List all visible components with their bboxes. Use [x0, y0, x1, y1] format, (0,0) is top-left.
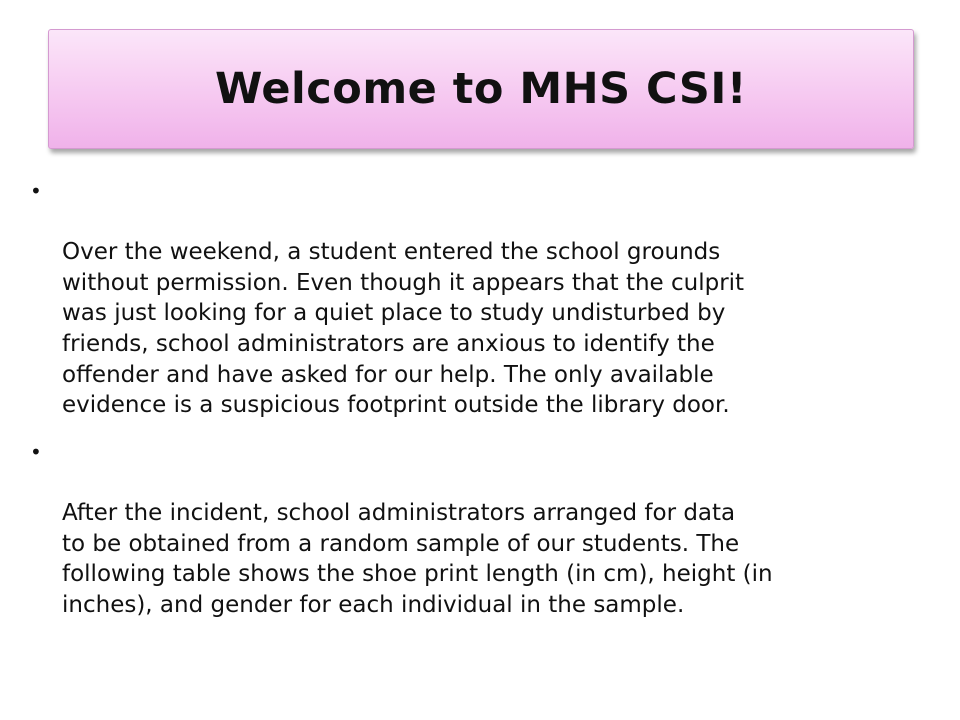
bullet-item [30, 437, 942, 621]
title-box [48, 29, 914, 149]
bullet-icon: • [30, 179, 42, 203]
bullet-text: After the incident, school administrators arranged for data to be obtained from a random sample of our students. The following table shows the shoe print length (in cm), height (in inches), and gender for each individual in the sample. [62, 499, 773, 618]
bullet-item [30, 176, 942, 421]
bullet-icon: • [30, 439, 42, 464]
bullet-text: Over the weekend, a student entered the school grounds without permission. Even though it appears that the culprit was just looking for a quiet place to study undisturbed by friends, school administrators are anxious to identify the offender and have asked for our help. The only available evidence is a suspicious footprint outside the library door. [62, 239, 745, 419]
bullet-list [30, 176, 942, 636]
slide-title: Welcome to MHS CSI! [215, 64, 747, 114]
